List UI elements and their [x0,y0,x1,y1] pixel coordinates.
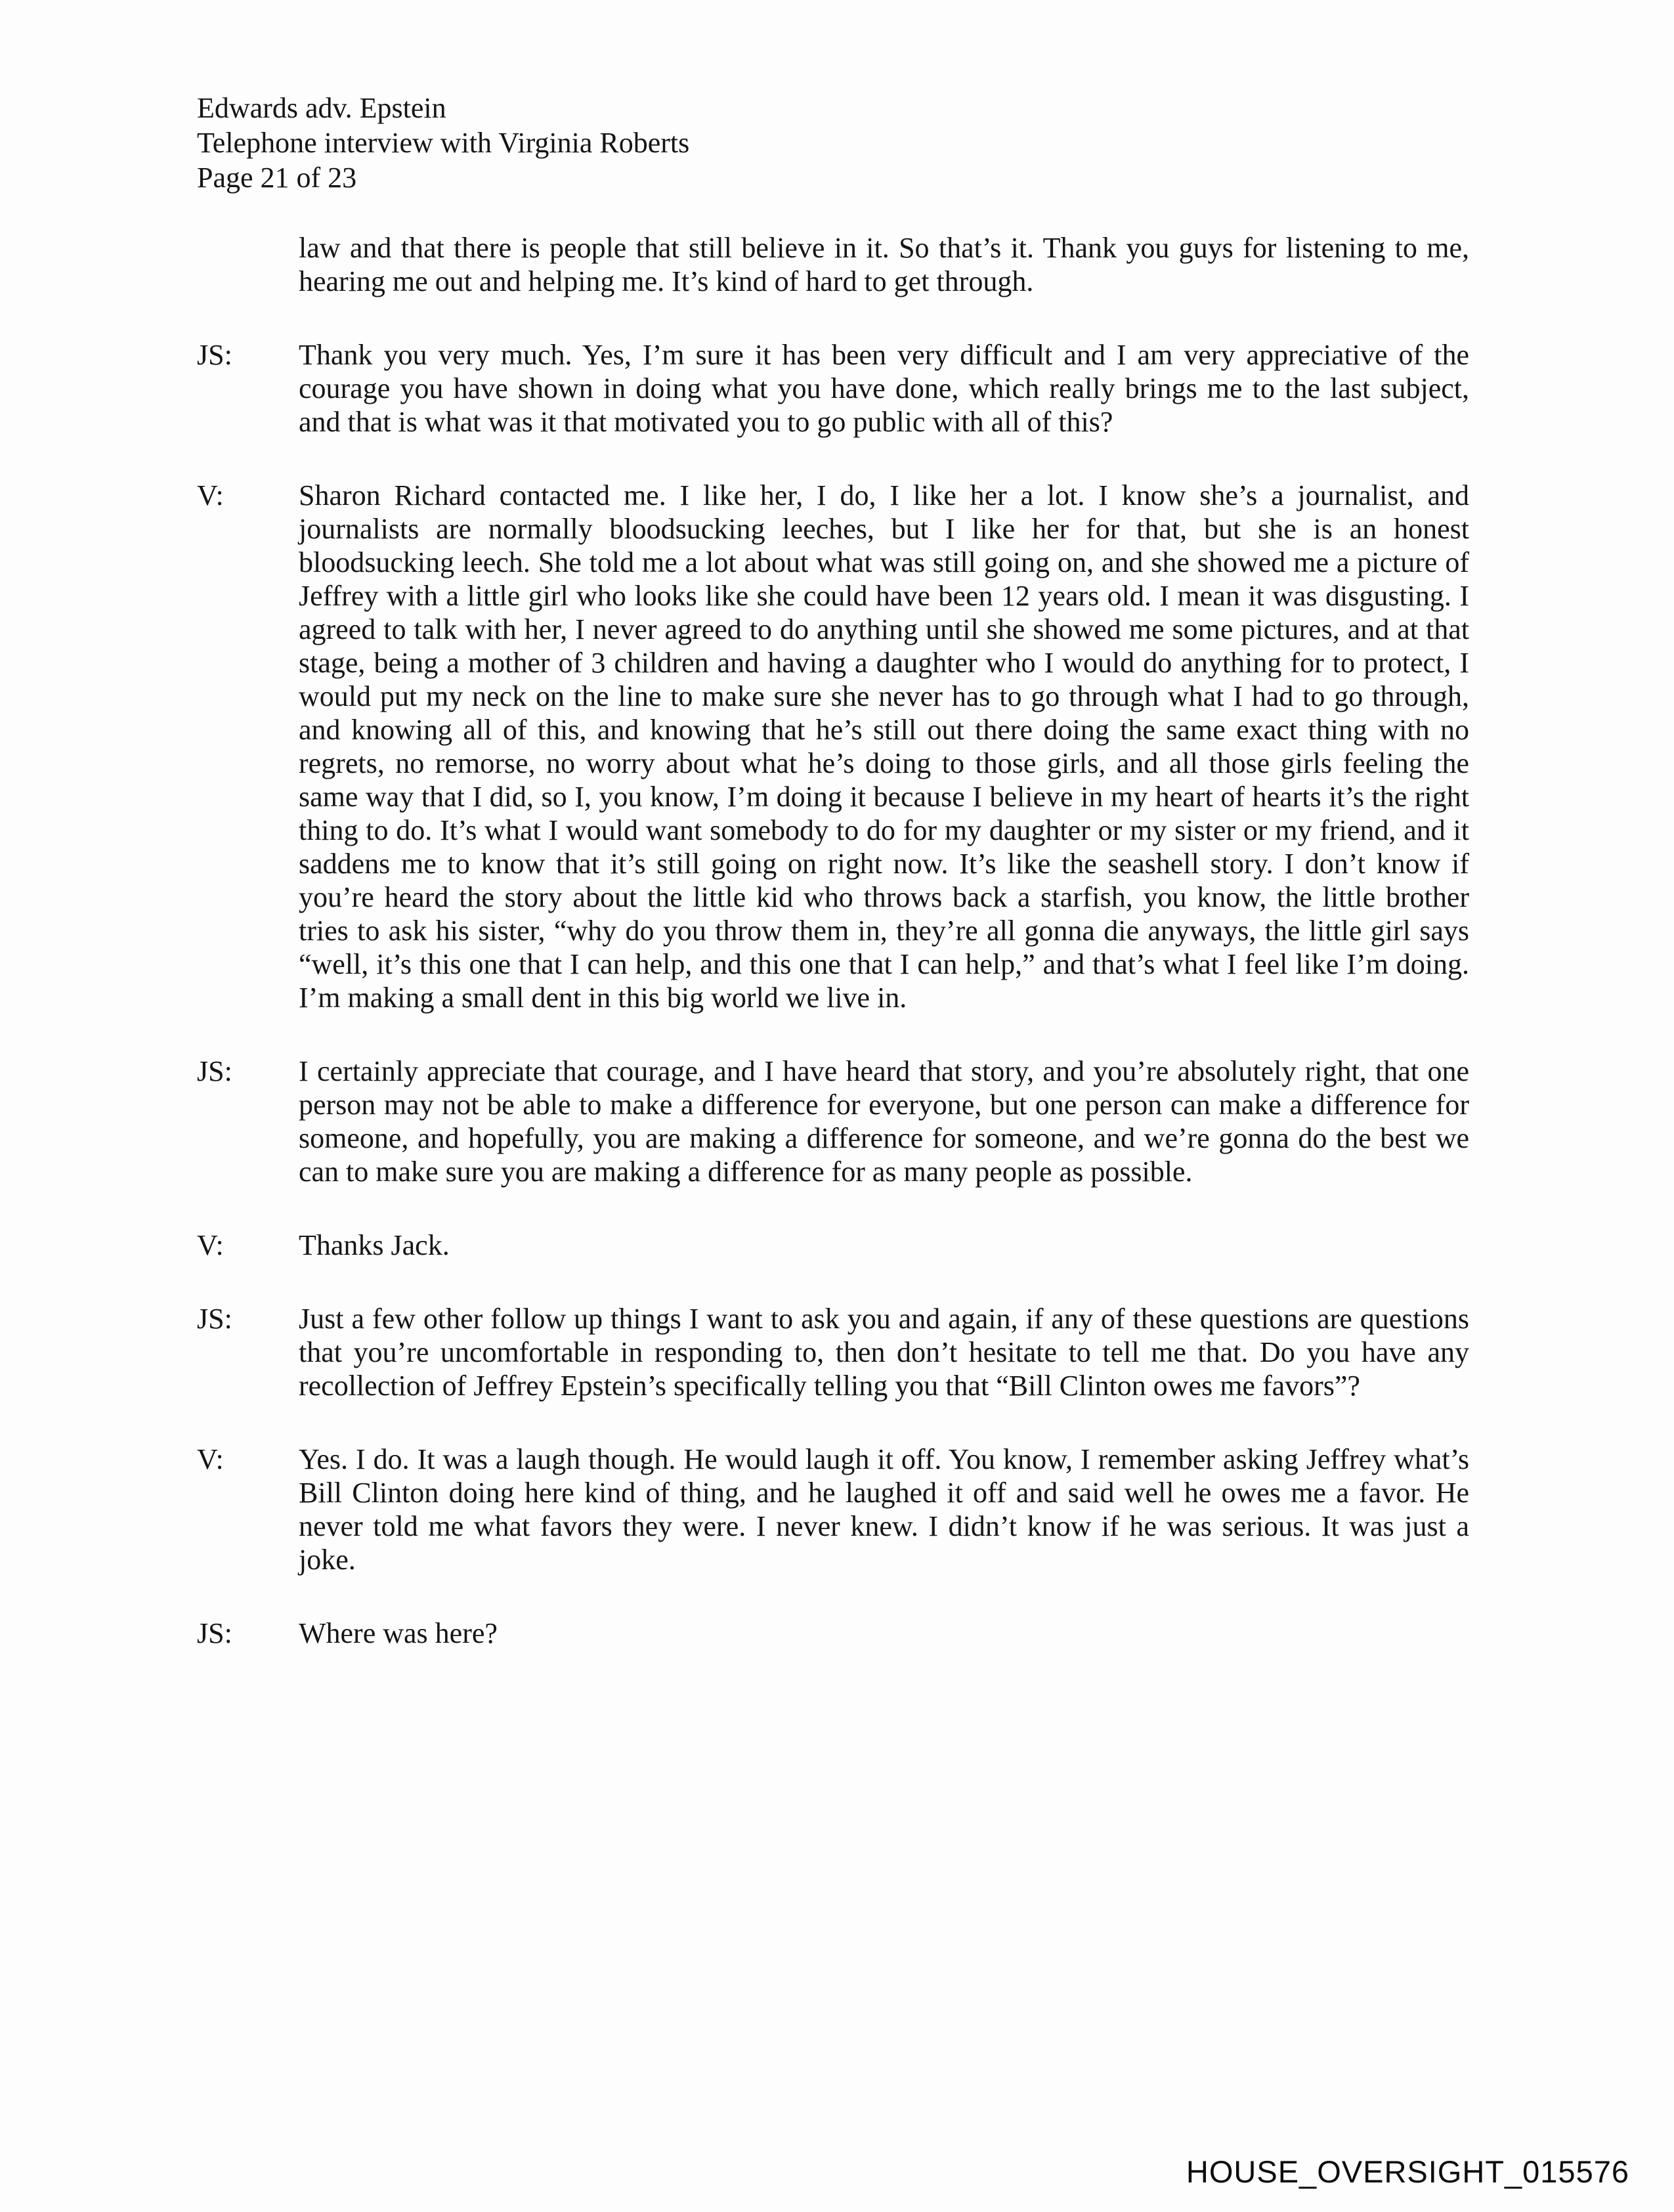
speaker-label: JS: [197,1617,232,1649]
utterance-text: Yes. I do. It was a laugh though. He would laugh it off. You know, I remember asking Jeffrey what’s Bill Clinton doing here kind of thing, and he laughed it off and said well he owes me a favor. He never told me what favors they were. I never knew. I didn’t know if he was serious. It was just a joke. [299,1443,1469,1576]
speaker-label: V: [197,1443,224,1475]
speaker-label: V: [197,479,224,511]
speaker-label: JS: [197,339,232,371]
transcript-turn [197,231,1469,298]
document-title: Telephone interview with Virginia Roberts [197,127,690,159]
speaker-label: JS: [197,1303,232,1335]
utterance-text: Thanks Jack. [299,1229,450,1261]
utterance-text: Where was here? [299,1617,498,1649]
transcript-turn [197,1442,1469,1576]
page-number: Page 21 of 23 [197,162,357,194]
utterance-text: Just a few other follow up things I want to ask you and again, if any of these questions are questions that you’re uncomfortable in responding to, then don’t hesitate to tell me that. Do you have any recollection of Jeffrey Epstein’s specifically telling you that “Bill Clinton owes me favors”? [299,1303,1469,1402]
transcript [197,231,1469,1690]
utterance-text: I certainly appreciate that courage, and I have heard that story, and you’re absolutely right, that one person may not be able to make a difference for everyone, but one person can make a difference for someone, and hopefully, you are making a difference for someone, and we’re gonna do the best we can to make sure you are making a difference for as many people as possible. [299,1055,1469,1188]
utterance-text: Sharon Richard contacted me. I like her, I do, I like her a lot. I know she’s a journalist, and journalists are normally bloodsucking leeches, but I like her for that, but she is an honest bloodsucking leech. She told me a lot about what was still going on, and she showed me a picture of Jeffrey with a little girl who looks like she could have been 12 years old. I mean it was disgusting. I agreed to talk with her, I never agreed to do anything until she showed me some pictures, and at that stage, being a mother of 3 children and having a daughter who I would do anything for to protect, I would put my neck on the line to make sure she never has to go through what I had to go through, and knowing all of this, and knowing that he’s still out there doing the same exact thing with no regrets, no remorse, no worry about what he’s doing to those girls, and all those girls feeling the same way that I did, so I, you know, I’m doing it because I believe in my heart of hearts it’s the right thing to do. It’s what I would want somebody to do for my daughter or my sister or my friend, and it saddens me to know that it’s still going on right now. It’s like the seashell story. I don’t know if you’re heard the story about the little kid who throws back a starfish, you know, the little brother tries to ask his sister, “why do you throw them in, they’re all gonna die anyways, the little girl says “well, it’s this one that I can help, and this one that I can help,” and that’s what I feel like I’m doing. I’m making a small dent in this big world we live in. [299,479,1469,1014]
document-header [197,91,689,195]
transcript-turn [197,338,1469,439]
transcript-turn [197,1054,1469,1188]
case-title: Edwards adv. Epstein [197,92,446,124]
transcript-turn [197,1302,1469,1402]
transcript-turn [197,1616,1469,1650]
utterance-text: Thank you very much. Yes, I’m sure it has been very difficult and I am very appreciative of the courage you have shown in doing what you have done, which really brings me to the last subject, and that is what was it that motivated you to go public with all of this? [299,339,1469,438]
speaker-label: V: [197,1229,224,1261]
bates-number: HOUSE_OVERSIGHT_015576 [1186,2154,1629,2189]
transcript-turn [197,479,1469,1014]
utterance-text: law and that there is people that still believe in it. So that’s it. Thank you guys for listening to me, hearing me out and helping me. It’s kind of hard to get through. [299,232,1469,297]
transcript-turn [197,1228,1469,1262]
speaker-label: JS: [197,1055,232,1087]
